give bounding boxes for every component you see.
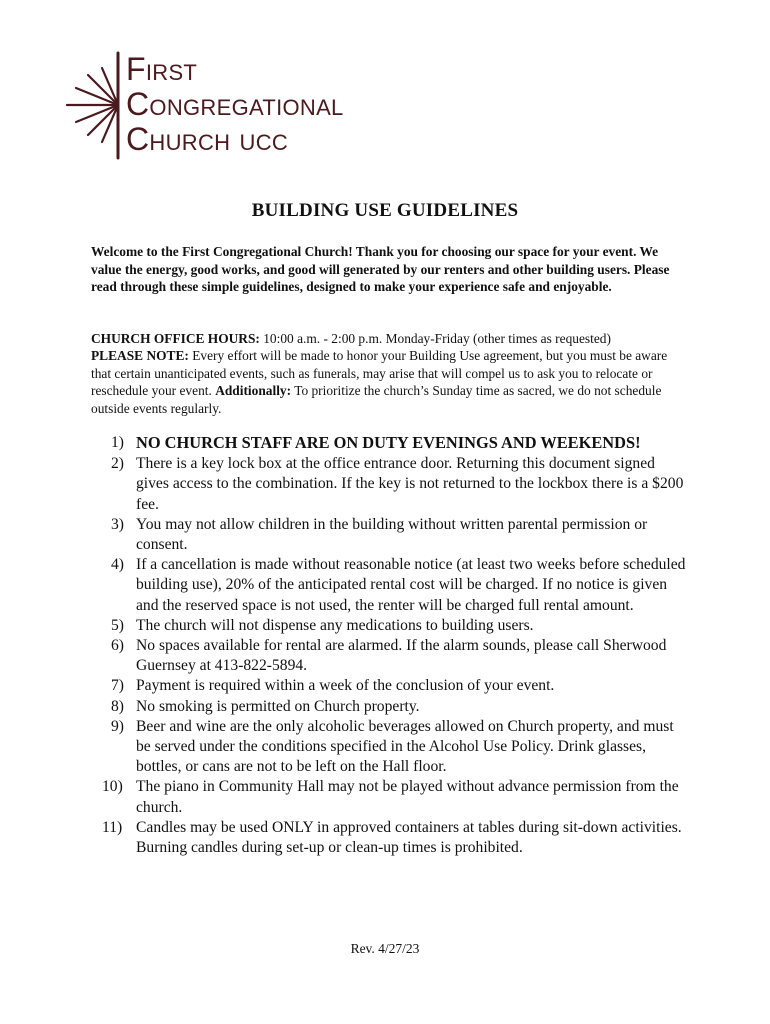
rule-text: If a cancellation is made without reasonable notice (at least two weeks before scheduled building use), 20% of the anticipated rental cost will be charged. If no notice is given and the reserved space is not used, the renter will be charged full rental amount. xyxy=(136,556,686,614)
rule-number: 9) xyxy=(111,717,124,735)
rule-number: 1) xyxy=(111,434,124,451)
list-item xyxy=(91,454,691,515)
rule-number: 8) xyxy=(111,697,124,715)
list-item xyxy=(91,515,691,555)
list-item xyxy=(91,676,691,696)
rule-number: 7) xyxy=(111,677,124,695)
rule-number: 11) xyxy=(102,818,123,836)
list-item xyxy=(91,697,691,717)
rule-text: There is a key lock box at the office entrance door. Returning this document signed gives access to the combination. If the key is not returned to the lockbox there is a $200 fee. xyxy=(136,455,684,513)
list-item xyxy=(91,555,691,616)
revision-footer: Rev. 4/27/23 xyxy=(350,941,420,956)
rule-text: Beer and wine are the only alcoholic beverages allowed on Church property, and must be served under the conditions specified in the Alcohol Use Policy. Drink glasses, bottles, or cans are not to be left on the Hall floor. xyxy=(136,717,674,776)
starburst-icon xyxy=(66,50,126,162)
rule-text: The church will not dispense any medications to building users. xyxy=(136,616,534,634)
logo-line-church: Church ucc xyxy=(126,121,289,157)
rule-number: 5) xyxy=(111,616,124,634)
rule-text: The piano in Community Hall may not be played without advance permission from the church. xyxy=(136,778,679,816)
rules-list xyxy=(91,433,691,858)
rule-number: 2) xyxy=(111,455,124,473)
list-item xyxy=(91,818,691,858)
rule-number: 6) xyxy=(111,637,124,655)
rule-text: Payment is required within a week of the conclusion of your event. xyxy=(136,677,555,695)
church-logo xyxy=(66,50,406,162)
list-item xyxy=(91,777,691,817)
rule-text: You may not allow children in the building without written parental permission or consent. xyxy=(136,515,648,554)
logo-line-congregational: Congregational xyxy=(126,86,344,122)
office-info xyxy=(91,330,686,417)
list-item xyxy=(91,717,691,778)
list-item xyxy=(91,616,691,636)
document-title: BUILDING USE GUIDELINES xyxy=(251,200,519,221)
list-item xyxy=(91,433,691,454)
office-hours-label: CHURCH OFFICE HOURS: xyxy=(91,331,260,346)
rule-text: NO CHURCH STAFF ARE ON DUTY EVENINGS AND WEEKENDS! xyxy=(136,433,641,452)
rule-text: Candles may be used ONLY in approved containers at tables during sit-down activities. Burning candles during set-up or clean-up times is prohibited. xyxy=(136,818,682,857)
rule-number: 10) xyxy=(102,778,123,796)
office-hours-text: 10:00 a.m. - 2:00 p.m. Monday-Friday (other times as requested) xyxy=(259,331,611,346)
list-item xyxy=(91,636,691,676)
additionally-label: Additionally: xyxy=(215,383,292,399)
note-text: Every effort will be made to honor your Building Use agreement, but you must be aware that certain unanticipated events, such as funerals, may arise that will compel us to ask you to relocate or reschedule your event. xyxy=(91,348,668,399)
rule-number: 4) xyxy=(111,556,124,574)
note-label: PLEASE NOTE: xyxy=(91,348,189,364)
rule-text: No spaces available for rental are alarmed. If the alarm sounds, please call Sherwood Guernsey at 413-822-5894. xyxy=(136,637,667,675)
welcome-paragraph: Welcome to the First Congregational Church! Thank you for choosing our space for your event. We value the energy, good works, and good will generated by our renters and other building users. Please read through these simple guidelines, designed to make your experience safe and enjoyable. xyxy=(91,244,670,295)
rule-number: 3) xyxy=(111,515,124,533)
rule-text: No smoking is permitted on Church property. xyxy=(136,697,420,715)
logo-line-first: First xyxy=(126,51,198,87)
additionally-text: To prioritize the church’s Sunday time as sacred, we do not schedule outside events regularly. xyxy=(91,383,662,416)
